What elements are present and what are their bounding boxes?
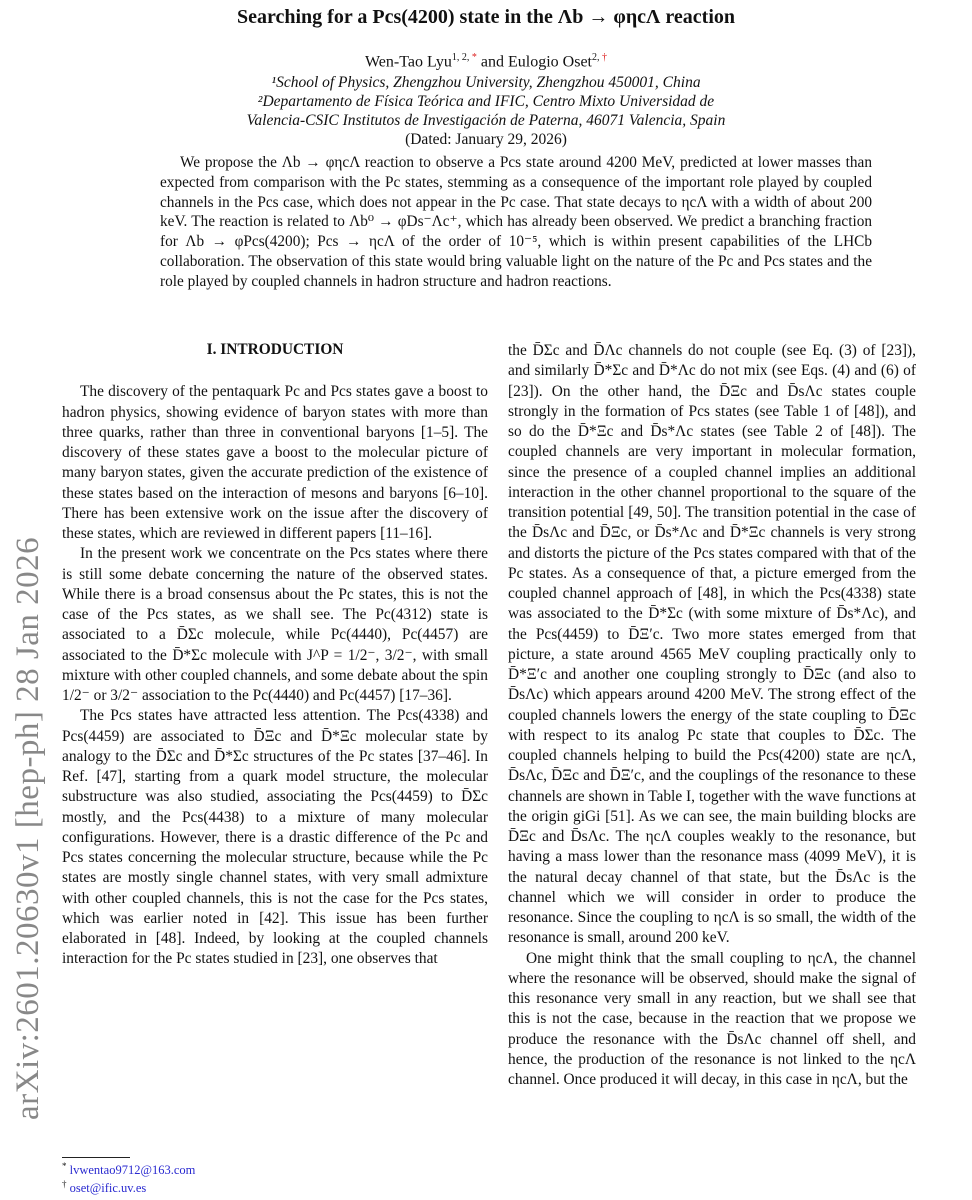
left-column bbox=[62, 340, 488, 970]
abstract: We propose the Λb → φηcΛ reaction to observe a Pcs state around 4200 MeV, predicted at lower masses than expected from comparison with the Pc states, stemming as a consequence of the important role played by coupled channels in the Pcs case, which does not appear in the Pc case. That state decays to ηcΛ with a width of about 200 keV. The reaction is related to Λb⁰ → φDs⁻Λc⁺, which has already been observed. We predict a branching fraction for Λb → φPcs(4200); Pcs → ηcΛ of the order of 10⁻⁵, which is within present capabilities of the LHCb collaboration. The observation of this state would bring valuable light on the nature of the Pc and Pcs states and the role played by coupled channels in hadron structure and hadron reactions. bbox=[160, 154, 872, 290]
paragraph: The discovery of the pentaquark Pc and Pcs states gave a boost to hadron physics, showing evidence of baryon states with more than three quarks, rather than three in conventional baryons [1–5]. The discovery of these states gave a boost to the molecular picture of many baryon states, given the accurate prediction of the existence of these states based on the interaction of mesons and baryons [6–10]. There has been extensive work on the issue after the discovery of these states, which are reviewed in different papers [11–16]. bbox=[62, 383, 488, 542]
footnote-divider bbox=[62, 1157, 130, 1158]
date-line: (Dated: January 29, 2026) bbox=[405, 131, 567, 148]
paragraph: The Pcs states have attracted less attention. The Pcs(4338) and Pcs(4459) are associated to D̄Ξc and D̄*Ξc molecular state by analogy to the D̄Σc and D̄*Σc structures of the Pc states [37–46]. In Ref. [47], starting from a quark model structure, the molecular substructure was also studied, associating the Pcs(4459) to D̄Σc mostly, and the Pcs(4438) to a mixture of many molecular configurations. However, there is a drastic difference of the Pc and Pcs states concerning the molecular structure, because while the Pc states are mostly single channel states, with very small admixture with other coupled channels, this is not the case for the Pcs states, which was earlier noted in [42]. This issue has been further elaborated in [48]. Indeed, by looking at the coupled channels interaction for the Pc states studied in [23], one observes that bbox=[62, 707, 488, 968]
footnote: † oset@ific.uv.es bbox=[62, 1179, 147, 1196]
paragraph: the D̄Σc and D̄Λc channels do not couple (see Eq. (3) of [23]), and similarly D̄*Σc and D̄*Λc do not mix (see Eqs. (4) and (6) of [23]). On the other hand, the D̄Ξc and D̄sΛc states couple strongly in the formation of Pcs states (see Table 1 of [48]), and so do the D̄*Ξc and D̄s*Λc states (see Table 2 of [48]). The coupled channels are very important in molecular formation, since the presence of a coupled channel implies an additional interaction in the other channel proportional to the square of the transition potential [49, 50]. The transition potential in the case of the D̄sΛc and D̄Ξc, or D̄s*Λc and D̄*Ξc channels is very strong and distorts the picture of the Pcs states compared with that of the Pc states. As a consequence of that, a picture emerged from the coupled channel approach of [48], in which the Pcs(4338) state was associated to the D̄*Σc (with some mixture of D̄s*Λc), and the Pcs(4459) to D̄Ξ′c. Two more states emerged from that picture, a state around 4565 MeV coupling practically only to D̄*Ξ′c and another one coupling strongly to D̄Ξc (and also to D̄sΛc) which appears around 4200 MeV. The strong effect of the coupled channels lowers the energy of the state coupling to D̄Ξc with respect to its analog Pc state that couples to D̄Σc. The coupled channels helping to build the Pcs(4200) state are ηcΛ, D̄sΛc, D̄Ξc and D̄Ξ′c, and the couplings of the resonance to these channels are shown in Table I, together with the wave functions at the origin giGi [51]. As we can see, the main building blocks are D̄Ξc and D̄sΛc. The ηcΛ couples weakly to the resonance, but having a mass lower than the resonance mass (4099 MeV), it is the natural decay channel of that state, but the D̄sΛc is the channel which we will consider in order to produce the resonance. Since the coupling to ηcΛ is so small, the width of the resonance is small, around 200 keV. bbox=[508, 342, 916, 947]
affiliation: Valencia-CSIC Institutos de Investigación de Paterna, 46071 Valencia, Spain bbox=[246, 112, 726, 129]
footnote: * lvwentao9712@163.com bbox=[62, 1161, 196, 1178]
author-footnote-mark[interactable]: * bbox=[471, 52, 477, 63]
affiliation: ²Departamento de Física Teórica and IFIC, Centro Mixto Universidad de bbox=[257, 93, 715, 110]
section-heading: I. INTRODUCTION bbox=[206, 341, 344, 358]
paper-title: Searching for a Pcs(4200) state in the Λb → φηcΛ reaction bbox=[236, 6, 735, 28]
paragraph: One might think that the small coupling to ηcΛ, the channel where the resonance will be observed, should make the signal of this resonance very small in any reaction, but we shall see that this is not the case, because in the reaction that we propose we produce the resonance with the D̄sΛc channel off shell, and hence, the production of the resonance is not linked to the ηcΛ channel. Once produced it will decay, in this case in ηcΛ, but the bbox=[508, 949, 916, 1088]
right-column bbox=[508, 341, 916, 1090]
paragraph: In the present work we concentrate on the Pcs states where there is still some debate concerning the nature of the observed states. While there is a broad consensus about the Pc states, this is not the case of the Pcs states, as we shall see. The Pc(4312) state is associated to a D̄Σc molecule, while Pc(4440), Pc(4457) are associated to the D̄*Σc molecule with J^P = 1/2⁻, 3/2⁻, with small mixture with other coupled channels, and some debate about the spin 1/2⁻ or 3/2⁻ association to the Pc(4440) and Pc(4457) [17–36]. bbox=[62, 545, 488, 704]
email-link[interactable]: lvwentao9712@163.com bbox=[69, 1163, 196, 1178]
author-name: Eulogio Oset bbox=[508, 53, 592, 71]
affiliation: ¹School of Physics, Zhengzhou University, Zhengzhou 450001, China bbox=[271, 74, 701, 91]
email-link[interactable]: oset@ific.uv.es bbox=[69, 1181, 147, 1196]
arxiv-stamp: arXiv:2601.20630v1 [hep-ph] 28 Jan 2026 bbox=[10, 536, 46, 1120]
affiliations bbox=[0, 73, 972, 149]
author-footnote-mark[interactable]: † bbox=[602, 52, 607, 63]
author-name: Wen-Tao Lyu bbox=[364, 53, 452, 71]
author-list: Wen-Tao Lyu$^{1, 2, *}$ and Eulogio Oset$^{2, \dagger}$ bbox=[364, 52, 607, 71]
